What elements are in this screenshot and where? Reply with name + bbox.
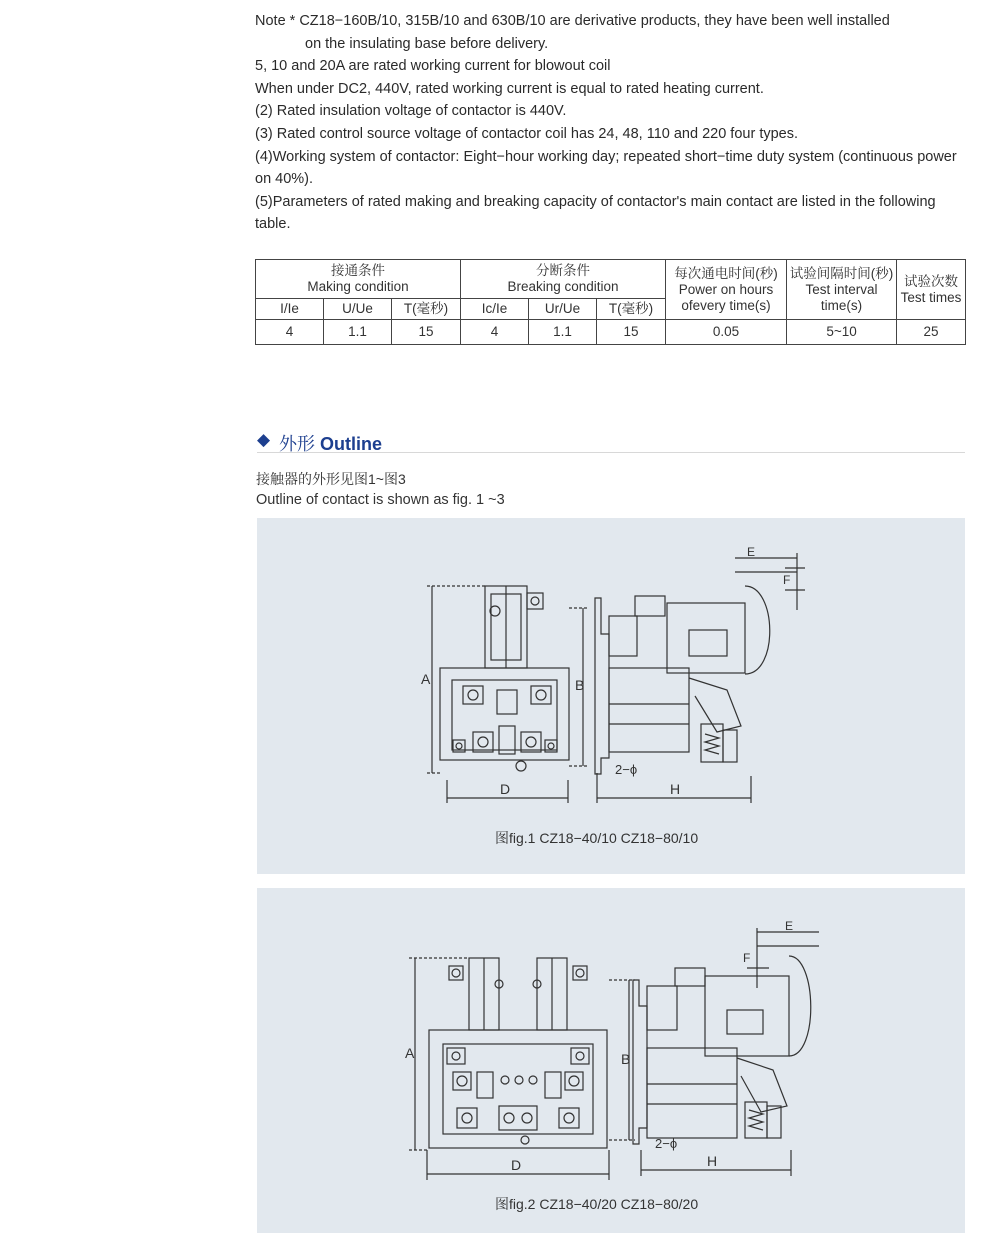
table-cell: 4 [461,320,529,345]
note-line: on the insulating base before delivery. [305,35,549,52]
note-line: When under DC2, 440V, rated working current is equal to rated heating current. [255,80,764,97]
dim-label-phi: 2−ϕ [655,1136,678,1151]
note-line: 5, 10 and 20A are rated working current for blowout coil [255,58,611,75]
dim-label-h: H [707,1153,718,1169]
front-view [429,958,607,1148]
note-line: (3) Rated control source voltage of contactor coil has 24, 48, 110 and 220 four types. [255,125,798,142]
section-title: 外形 Outline [279,434,383,454]
table-cell: 1.1 [529,320,597,345]
test-times-header: 试验次数 Test times [897,260,966,320]
dim-label-d: D [511,1157,522,1173]
note-line: (4)Working system of contactor: Eight−hour working day; repeated short−time duty system (continuous power on 40%). [255,148,957,188]
making-condition-header: 接通条件 Making condition [256,260,461,299]
table-cell: 1.1 [324,320,392,345]
power-on-header: 每次通电时间(秒) Power on hours ofevery time(s) [666,260,787,320]
diamond-bullet-icon: ◆ [257,430,271,449]
dim-label-e: E [747,545,756,559]
table-cell: 0.05 [666,320,787,345]
dim-label-f: F [743,951,751,965]
note-line: Note * CZ18−160B/10, 315B/10 and 630B/10 are derivative products, they have been well installed [255,13,890,29]
side-view [633,956,811,1144]
table-cell: 5~10 [787,320,897,345]
table-cell: 15 [597,320,666,345]
dim-label-b: B [621,1051,631,1067]
dim-label-phi: 2−ϕ [615,762,638,777]
figure-2-caption: 图fig.2 CZ18−40/20 CZ18−80/20 [495,1196,699,1212]
figure-1-panel [257,518,965,874]
dim-label-b: B [575,677,585,693]
dim-label-d: D [500,781,511,797]
dim-label-f: F [783,573,791,587]
dim-label-a: A [421,671,431,687]
test-interval-header: 试验间隔时间(秒) Test interval time(s) [787,260,897,320]
outline-description-en: Outline of contact is shown as fig. 1 ~3 [256,492,505,508]
figure-1-drawing [257,518,965,874]
sub-header: I/Ie [256,299,324,320]
figure-2-panel [257,888,965,1233]
dim-label-h: H [670,781,681,797]
table-cell: 15 [392,320,461,345]
front-view [440,586,569,771]
sub-header: U/Ue [324,299,392,320]
outline-description-zh: 接触器的外形见图1~图3 [256,471,406,487]
dim-label-e: E [785,919,794,933]
note-line: (5)Parameters of rated making and breaking capacity of contactor's main contact are listed in the following table. [255,193,936,233]
sub-header: T(毫秒) [392,299,461,320]
sub-header: T(毫秒) [597,299,666,320]
figure-1-caption: 图fig.1 CZ18−40/10 CZ18−80/10 [495,830,699,846]
table-cell: 25 [897,320,966,345]
breaking-condition-header: 分断条件 Breaking condition [461,260,666,299]
side-view [595,586,770,774]
sub-header: Ur/Ue [529,299,597,320]
sub-header: Ic/Ie [461,299,529,320]
outline-section-header [257,428,965,453]
capacity-table [255,259,966,345]
figure-2-drawing [257,888,965,1233]
dimension-lines [409,928,819,1180]
note-line: (2) Rated insulation voltage of contactor is 440V. [255,103,567,120]
table-cell: 4 [256,320,324,345]
notes-block [255,10,967,236]
dim-label-a: A [405,1045,415,1061]
